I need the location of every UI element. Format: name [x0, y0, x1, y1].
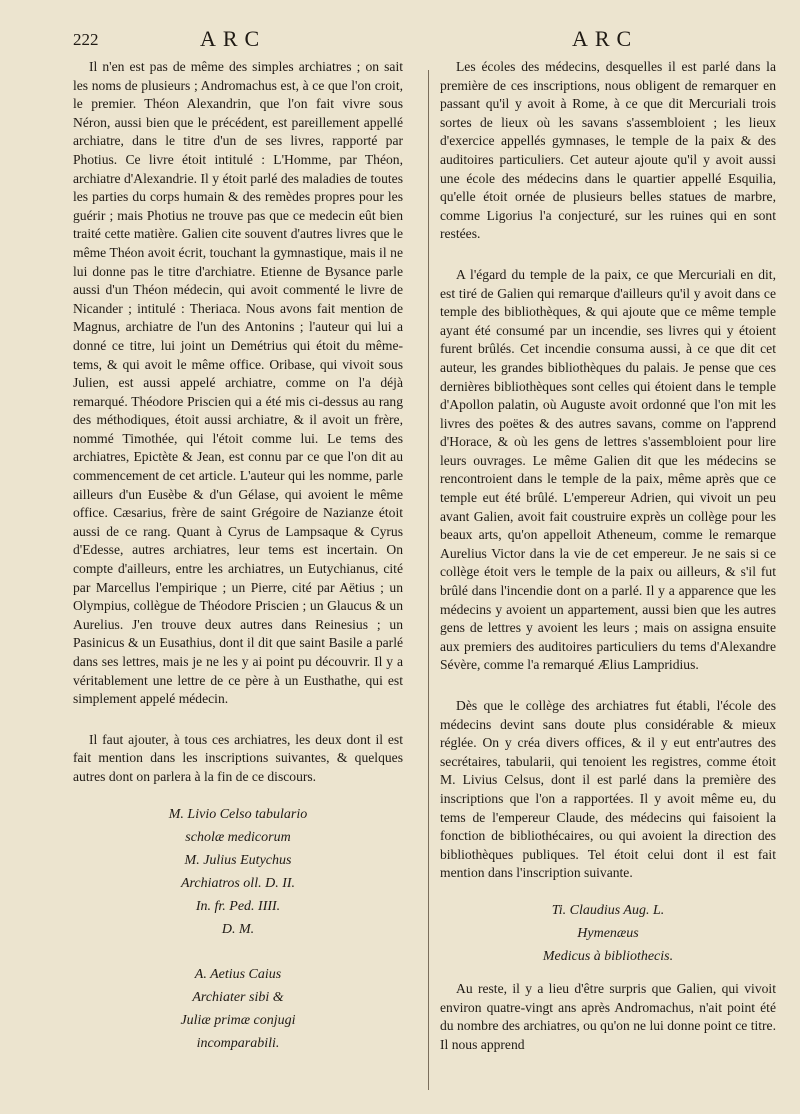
- inscription-line: Medicus à bibliothecis.: [542, 948, 674, 964]
- inscription-hymenaeus: [440, 899, 776, 968]
- inscription-line: M. Livio Celso tabulario: [168, 806, 308, 822]
- inscription-line: Ti. Claudius Aug. L.: [551, 902, 665, 918]
- running-head-right: ARC: [572, 26, 639, 51]
- inscription-aetius: [73, 963, 403, 1055]
- inscription-line: M. Julius Eutychus: [184, 852, 292, 868]
- running-head-left: ARC: [200, 26, 267, 51]
- paragraph: Dès que le collège des archiatres fut établi, l'école des médecins devint sans doute plus considérable & mieux réglée. On y créa divers offices, & il y eut entr'autres des secrétaires, tabularii, qui tenoient les registres, comme étoit M. Livius Celsus, dont il est parlé dans la première des inscriptions que l'on a rapportées. Il y avoit même eu, du tems de l'empereur Claude, des médecins qui faisoient la fonction de bibliothécaires, ou qui avoient la direction des bibliothèques publiques. Tel étoit celui dont il est fait mention dans l'inscription suivante.: [440, 698, 776, 881]
- left-column: [73, 58, 403, 1067]
- inscription-line: In. fr. Ped. IIII.: [195, 898, 281, 914]
- page-number: 222: [73, 30, 99, 49]
- paragraph: Les écoles des médecins, desquelles il est parlé dans la première de ces inscriptions, nous obligent de remarquer en passant qu'il y avoit à Rome, à ce que dit Mercuriali trois sortes de lieux où les savans s'assembloient ; les lieux d'exercice appellés gymnases, le temple de la paix & des auditoires particuliers. Cet auteur ajoute qu'il y avoit aussi une école des médecins dans le quartier appellé Esquilia, qu'elle étoit ornée de plusieurs belles statues de marbre, comme Ligorius l'a conjecturé, sur les ruines qui en sont restées.: [440, 59, 776, 242]
- inscription-line: Archiater sibi &: [192, 989, 284, 1005]
- inscription-line: D. M.: [221, 921, 255, 937]
- paragraph: Il n'en est pas de même des simples archiatres ; on sait les noms de plusieurs ; Andromachus est, à ce que l'on croit, le premier. Théon Alexandrin, que l'on fait vivre sous Néron, aussi bien que le précédent, est pareillement appellé archiatre, dans le titre d'un de ses livres, rapporté par Photius. Ce livre étoit intitulé : L'Homme, par Théon, archiatre d'Alexandrie. Il y étoit parlé des maladies de toutes les parties du corps humain & des remèdes propres pour les guérir ; mais Photius ne trouve pas que ce medecin eût bien traité cette matière. Galien cite souvent d'autres livres que le même Théon avoit écrit, touchant la gymnastique, mais il ne lui donne pas le titre d'archiatre. Etienne de Bysance parle aussi d'un Théon médecin, qui avoit commenté le livre de Nicander ; intitulé : Theriaca. Nous avons fait mention de Magnus, archiatre de l'un des Antonins ; l'auteur qui lui a donné ce titre, lui joint un Demétrius qui étoit du même-tems, & qui avoit le même office. Oribase, qui vivoit sous Julien, est aussi appelé archiatre, comme on l'a déjà remarqué. Théodore Priscien qui a été mis ci-dessus au rang des méthodiques, étoit aussi archiatre, & il avoit un frère, nommé Timothée, qui l'étoit comme lui. Le tems des archiatres, Epictète & Jean, est connu par ce que l'on dit au commencement de cet article. L'auteur qui les nomme, parle ailleurs d'un Eusèbe & d'un Gélase, qui avoient le même office. Cæsarius, frère de saint Grégoire de Nazianze étoit aussi de ce rang. Quant à Cyrus de Lampsaque & Cyrus d'Edesse, autres archiatres, leur tems est incertain. On compte d'ailleurs, entre les archiatres, un Eutychianus, cité par Marcellus l'empirique ; un Pierre, cité par Aëtius ; un Olympius, collègue de Théodore Priscien ; un Glaucus & un Aurelius. J'en trouve deux autres dans Reinesius ; un Pasinicus & un Eusathius, dont il dit que saint Basile a parlé dans ses lettres, mais je ne les y ai point pu découvrir. Il y a véritablement une lettre de ce père à un Eusthathe, qui est simplement appelé médecin.: [73, 59, 403, 707]
- inscription-line: Archiatros oll. D. II.: [180, 875, 296, 891]
- inscription-line: Hymenæus: [577, 925, 639, 941]
- inscription-celsus: [73, 803, 403, 941]
- inscription-line: A. Aetius Caius: [194, 966, 282, 982]
- paragraph: Au reste, il y a lieu d'être surpris que Galien, qui vivoit environ quatre-vingt ans après Andromachus, n'ait point été du nombre des archiatres, ou qu'on ne lui donne point ce titre. Il nous apprend: [440, 980, 776, 1052]
- paragraph: Il faut ajouter, à tous ces archiatres, les deux dont il est fait mention dans les inscriptions suivantes, & quelques autres dont on parlera à la fin de ce discours.: [73, 731, 403, 784]
- right-column: [440, 58, 776, 1064]
- column-divider: [428, 70, 429, 1090]
- inscription-line: Juliæ primæ conjugi: [180, 1012, 296, 1028]
- inscription-line: scholæ medicorum: [185, 829, 291, 845]
- inscription-line: incomparabili.: [196, 1035, 280, 1051]
- paragraph: A l'égard du temple de la paix, ce que Mercuriali en dit, est tiré de Galien qui remarque d'ailleurs qu'il y avoit dans ce temple des bibliothèques, & qui ajoute que ce même temple ayant été consumé par un incendie, ses livres qui y étoient furent brûlés. Cet incendie consuma aussi, à ce que dit cet auteur, les grandes bibliothèques du palais. Je pense que ces dernières bibliothèques sont celles qui étoient dans le temple d'Apollon palatin, où Auguste avoit ordonné que l'on mit les livres des poëtes & des autres savans, comme on l'apprend d'Horace, & où les gens de lettres s'assembloient pour lire leurs ouvrages. Le même Galien dit que les médecins se rencontroient dans le temple de la paix, même après que ce temple eut été brûlé. L'empereur Adrien, qui vivoit un peu avant Galien, avoit fait coustruire exprès un collège pour les beaux arts, qu'on appelloit Atheneum, comme le remarque Aurelius Victor dans la vie de cet empereur. Je ne sais si ce collège étoit vers le temple de la paix ou ailleurs, & s'il fut brûlé dans l'incendie dont on a parlé. Il y a apparence que les médecins y avoient un appartement, aussi bien que les autres gens de lettres y avoient les leurs ; mais on assigna ensuite aux premiers des auditoires particuliers du tems d'Alexandre Sévère, comme l'a remarqué Ælius Lampridius.: [440, 266, 776, 673]
